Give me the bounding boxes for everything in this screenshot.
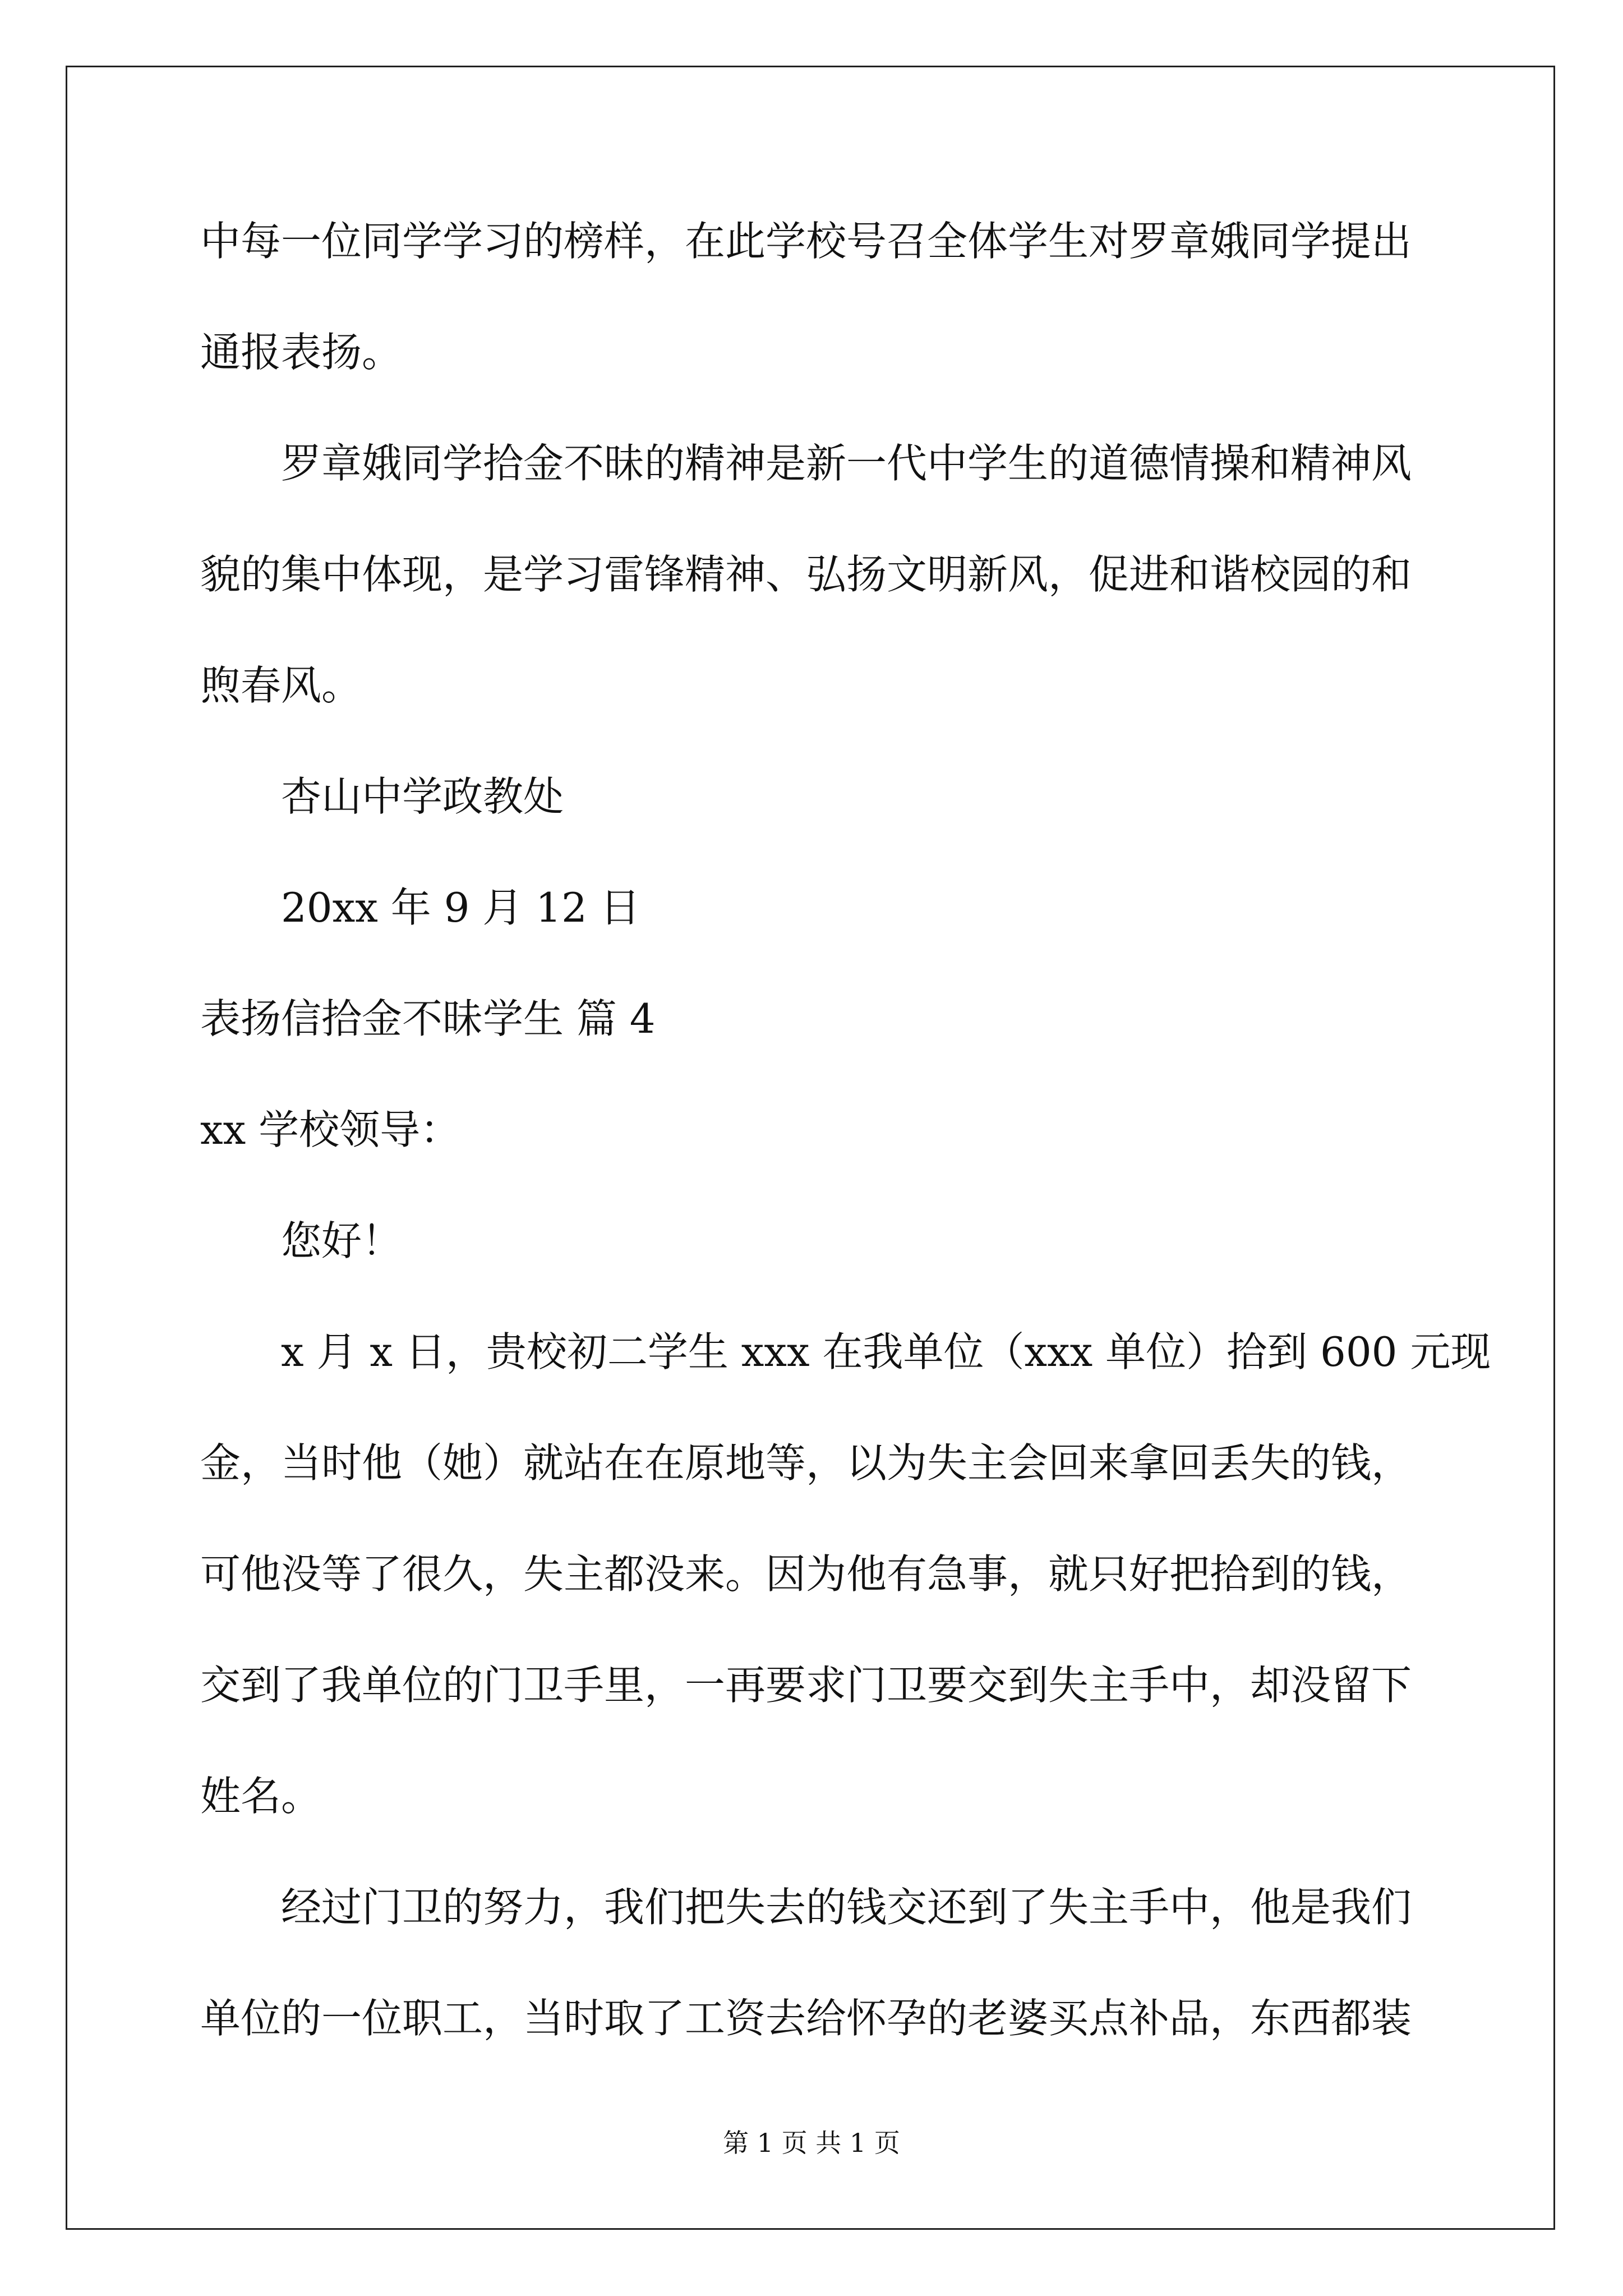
text-line: 姓名。 <box>200 1773 322 1820</box>
date-line: 20xx 年 9 月 12 日 <box>281 884 640 931</box>
greeting: 您好！ <box>281 1217 403 1264</box>
text-line: 罗章娥同学拾金不昧的精神是新一代中学生的道德情操和精神风 <box>281 440 1412 487</box>
section-heading: 表扬信拾金不昧学生 篇 4 <box>200 995 656 1042</box>
text-line: 通报表扬。 <box>200 329 403 376</box>
text-line: x 月 x 日，贵校初二学生 xxx 在我单位（xxx 单位）拾到 600 元现 <box>281 1328 1491 1375</box>
text-line: 貌的集中体现，是学习雷锋精神、弘扬文明新风，促进和谐校园的和 <box>200 551 1412 598</box>
text-line: 交到了我单位的门卫手里，一再要求门卫要交到失主手中，却没留下 <box>200 1662 1412 1709</box>
signature-line: 杏山中学政教处 <box>281 773 564 820</box>
text-line: 单位的一位职工，当时取了工资去给怀孕的老婆买点补品，东西都装 <box>200 1995 1412 2042</box>
text-line: 经过门卫的努力，我们把失去的钱交还到了失主手中，他是我们 <box>281 1884 1412 1931</box>
page-footer: 第 1 页 共 1 页 <box>723 2128 900 2158</box>
text-line: 中每一位同学学习的榜样，在此学校号召全体学生对罗章娥同学提出 <box>200 218 1412 265</box>
text-line: 可他没等了很久，失主都没来。因为他有急事，就只好把拾到的钱， <box>200 1550 1412 1598</box>
text-line: 金，当时他（她）就站在在原地等，以为失主会回来拿回丢失的钱， <box>200 1439 1412 1487</box>
text-line: 煦春风。 <box>200 662 362 709</box>
salutation: xx 学校领导： <box>200 1106 461 1153</box>
